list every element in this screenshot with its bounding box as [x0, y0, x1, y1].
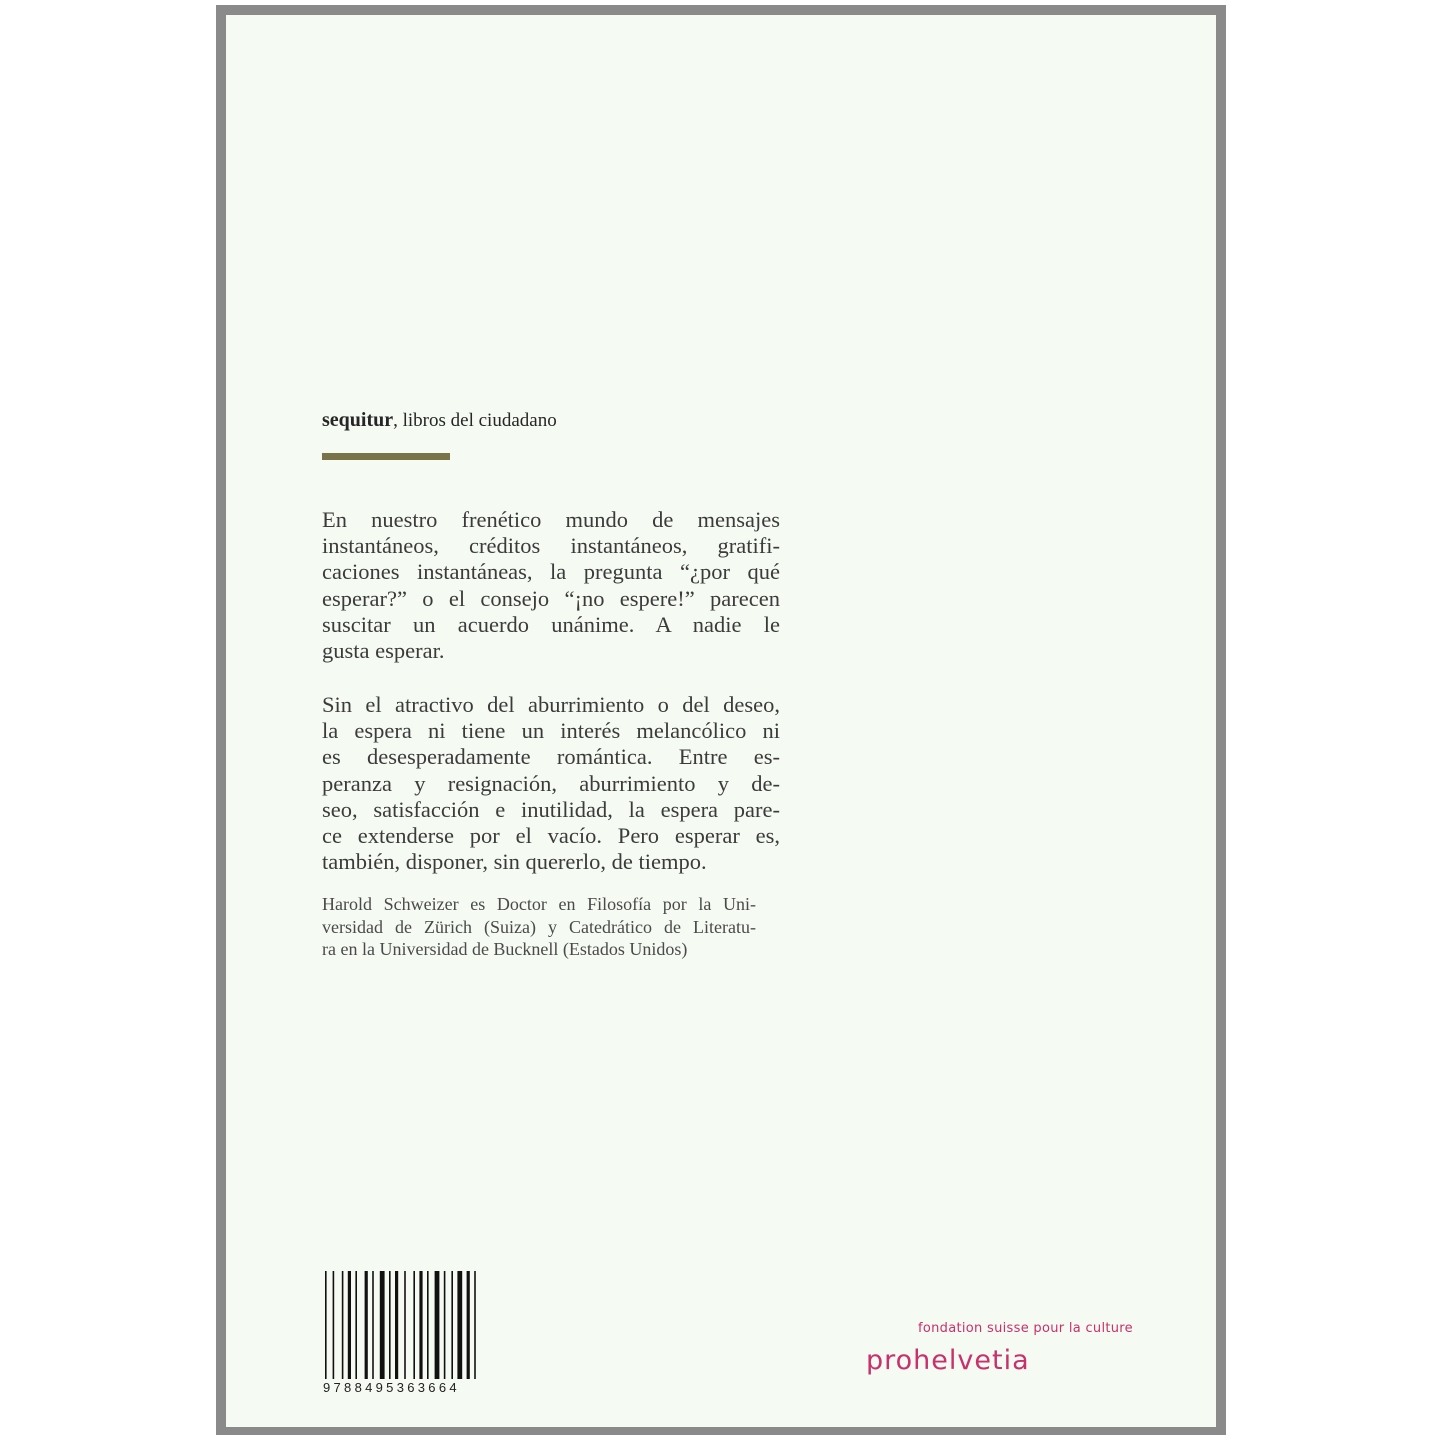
isbn-barcode	[323, 1261, 495, 1393]
barcode-bar	[427, 1271, 429, 1379]
text-line: también, disponer, sin quererlo, de tiempo.	[322, 849, 707, 875]
author-bio	[322, 893, 756, 961]
barcode-bar	[451, 1271, 453, 1379]
series-title	[322, 409, 557, 432]
decorative-rule	[322, 453, 450, 460]
barcode-bar	[325, 1271, 327, 1379]
barcode-bar	[457, 1271, 462, 1379]
barcode-bar	[404, 1271, 406, 1379]
text-line: En nuestro frenético mundo de mensajes	[322, 507, 780, 532]
barcode-bar	[333, 1271, 335, 1379]
barcode-bar	[474, 1271, 476, 1379]
text-line: es desesperadamente romántica. Entre es-	[322, 744, 780, 770]
text-line: ce extenderse por el vacío. Pero esperar es,	[322, 822, 780, 848]
barcode-bar	[380, 1271, 385, 1379]
book-cover-frame	[216, 5, 1226, 1435]
text-line: suscitar un acuerdo unánime. A nadie le	[322, 611, 780, 637]
text-line: esperar?” o el consejo “¡no espere!” parecen	[322, 585, 780, 611]
text-line: peranza y resignación, aburrimiento y de-	[322, 770, 780, 796]
bio-line: ra en la Universidad de Bucknell (Estados Unidos)	[322, 939, 688, 960]
text-line: la espera ni tiene un interés melancólico ni	[322, 718, 780, 744]
series-subtitle: , libros del ciudadano	[393, 410, 557, 431]
foundation-tagline: fondation suisse pour la culture	[918, 1321, 1133, 1336]
book-back-cover	[226, 15, 1216, 1427]
bio-line: Harold Schweizer es Doctor en Filosofía por la Uni-	[322, 894, 756, 914]
barcode-bar	[413, 1271, 415, 1379]
barcode-bar	[395, 1271, 398, 1379]
barcode-bar	[365, 1271, 368, 1379]
barcode-bar	[419, 1271, 422, 1379]
text-line: Sin el atractivo del aburrimiento o del deseo,	[322, 692, 780, 717]
barcode-bar	[372, 1271, 374, 1379]
barcode-bars	[323, 1261, 495, 1393]
barcode-bar	[348, 1271, 351, 1379]
barcode-bar	[355, 1271, 357, 1379]
text-line: gusta esperar.	[322, 637, 445, 663]
barcode-bar	[342, 1271, 344, 1379]
prohelvetia-logo: prohelvetia	[866, 1345, 1030, 1376]
text-line: instantáneos, créditos instantáneos, gratifi-	[322, 533, 780, 559]
barcode-bar	[389, 1271, 391, 1379]
text-line: caciones instantáneas, la pregunta “¿por qué	[322, 559, 780, 585]
blurb-paragraph-1	[322, 507, 780, 664]
barcode-bar	[467, 1271, 470, 1379]
bio-line: versidad de Zürich (Suiza) y Catedrático de Literatu-	[322, 916, 756, 937]
blurb-paragraph-2	[322, 692, 780, 875]
barcode-bar	[444, 1271, 446, 1379]
barcode-bar	[435, 1271, 440, 1379]
isbn-number: 9788495363664	[323, 1380, 495, 1395]
series-name: sequitur	[322, 409, 394, 431]
text-line: seo, satisfacción e inutilidad, la espera pare-	[322, 796, 780, 822]
